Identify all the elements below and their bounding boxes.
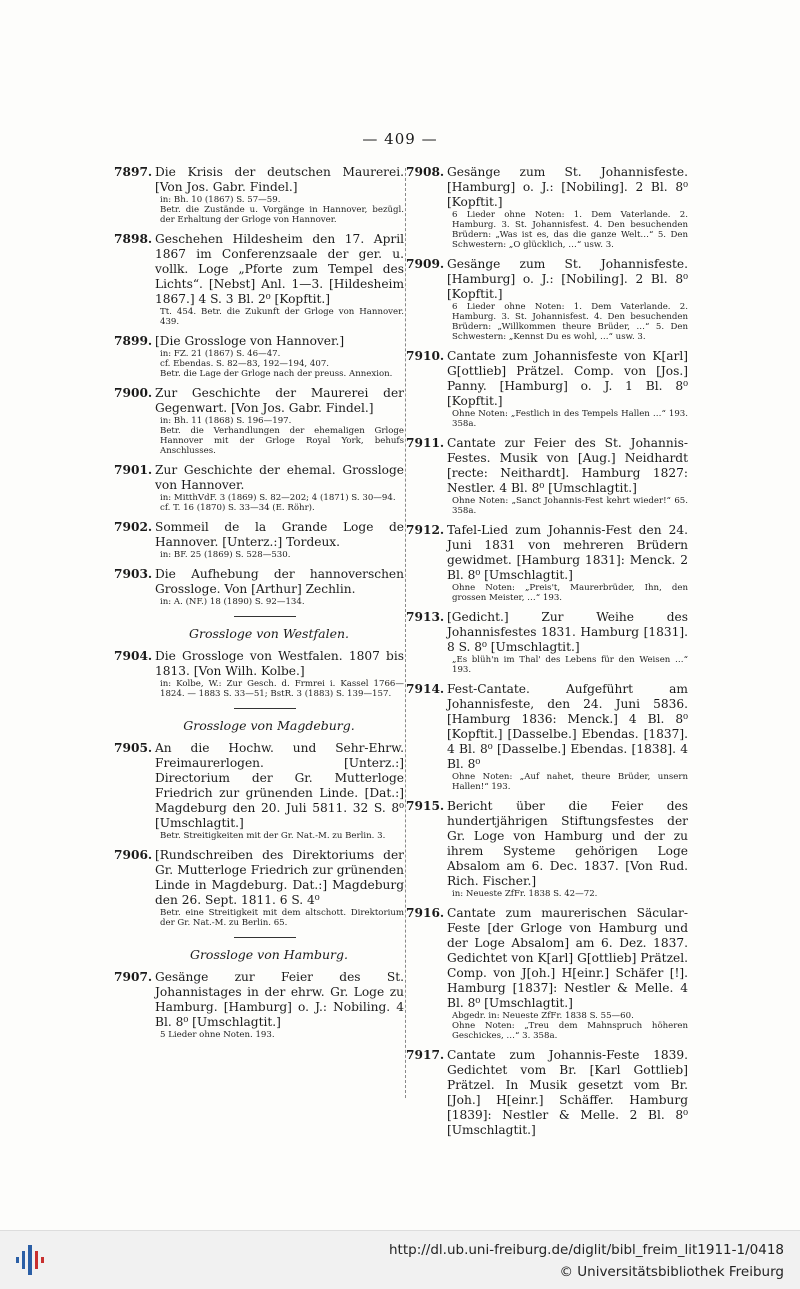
- entries-list: [114, 165, 404, 607]
- bibliography-entry: [114, 165, 404, 225]
- section-title-magdeburg: Grossloge von Magdeburg.: [183, 718, 355, 733]
- bibliography-entry: [114, 649, 404, 699]
- entry-number: 7911.: [406, 436, 445, 450]
- entry-text: Cantate zum Johannisfeste von K[arl] G[ottlieb] Prätzel. Comp. von [Jos.] Panny. [Hamburg] o. J. 1 Bl. 8⁰ [Kopftit.]: [447, 349, 688, 408]
- bibliography-entry: [406, 799, 688, 899]
- bibliography-entry: [406, 1048, 688, 1138]
- entry-text: An die Hochw. und Sehr-Ehrw. Freimaurerlogen. [Unterz.:] Directorium der Gr. Mutterloge Friedrich zur grünenden Linde. [Dat.:] Magdeburg den 20. Juli 5811. 32 S. 8⁰ [Umschlagtit.]: [155, 741, 404, 830]
- section-divider: [234, 616, 296, 617]
- bibliography-entry: [114, 970, 404, 1040]
- entry-number: 7917.: [406, 1048, 445, 1062]
- entry-note: in: BF. 25 (1869) S. 528—530.: [160, 550, 291, 560]
- entry-head: [114, 567, 404, 597]
- entry-head: [406, 436, 688, 496]
- entry-head: [406, 1048, 688, 1138]
- left-column: [114, 165, 404, 1047]
- entry-head: [406, 165, 688, 210]
- copyright-text: © Universitätsbibliothek Freiburg: [559, 1264, 784, 1280]
- entry-head: [114, 741, 404, 831]
- entry-text: Fest-Cantate. Aufgeführt am Johannisfeste, den 24. Juni 5836. [Hamburg 1836: Menck.] 4 Bl. 8⁰ [Kopftit.] [Dasselbe.] Ebendas. [1837]. 4 Bl. 8⁰ [Dasselbe.] Ebendas. [1838]. 4 Bl. 8⁰: [447, 682, 688, 771]
- bibliography-entry: [406, 906, 688, 1041]
- entry-number: 7914.: [406, 682, 445, 696]
- entry-number: 7903.: [114, 567, 153, 581]
- entry-text: Gesänge zum St. Johannisfeste. [Hamburg] o. J.: [Nobiling]. 2 Bl. 8⁰ [Kopftit.]: [447, 257, 688, 301]
- entry-text: [Die Grossloge von Hannover.]: [155, 334, 345, 348]
- bibliography-entry: [114, 741, 404, 841]
- entry-note: Ohne Noten: „Auf nahet, theure Brüder, unsern Hallen!“ 193.: [452, 772, 688, 792]
- entry-number: 7913.: [406, 610, 445, 624]
- entry-head: [114, 848, 404, 908]
- entry-text: [Rundschreiben des Direktoriums der Gr. Mutterloge Friedrich zur grünenden Linde in Magdeburg. Dat.:] Magdeburg den 26. Sept. 1811. 6 S. 4⁰: [155, 848, 404, 907]
- entries-list: [114, 970, 404, 1040]
- section-divider: [234, 708, 296, 709]
- bibliography-entry: [406, 165, 688, 250]
- entry-number: 7910.: [406, 349, 445, 363]
- bibliography-entry: [114, 463, 404, 513]
- entry-note: in: Bh. 11 (1868) S. 196—197.: [160, 416, 292, 426]
- entry-text: Gesänge zum St. Johannisfeste. [Hamburg] o. J.: [Nobiling]. 2 Bl. 8⁰ [Kopftit.]: [447, 165, 688, 209]
- bibliography-entry: [114, 848, 404, 928]
- entry-number: 7915.: [406, 799, 445, 813]
- entry-note: „Es blüh'n im Thal' des Lebens für den Weisen …“ 193.: [452, 655, 688, 675]
- entry-number: 7909.: [406, 257, 445, 271]
- entry-text: [Gedicht.] Zur Weihe des Johannisfestes 1831. Hamburg [1831]. 8 S. 8⁰ [Umschlagtit.]: [447, 610, 688, 654]
- ub-freiburg-logo-icon[interactable]: [14, 1243, 50, 1277]
- entry-number: 7906.: [114, 848, 153, 862]
- entry-note: cf. Ebendas. S. 82—83, 192—194, 407.: [160, 359, 330, 369]
- entry-note: Betr. die Lage der Grloge nach der preuss. Annexion.: [160, 369, 393, 379]
- entries-list: [114, 649, 404, 699]
- bibliography-entry: [406, 436, 688, 516]
- entry-note: Tt. 454. Betr. die Zukunft der Grloge von Hannover. 439.: [160, 307, 404, 327]
- entry-note: 5 Lieder ohne Noten. 193.: [160, 1030, 275, 1040]
- entry-text: Gesänge zur Feier des St. Johannistages in der ehrw. Gr. Loge zu Hamburg. [Hamburg] o. J.: Nobiling. 4 Bl. 8⁰ [Umschlagtit.]: [155, 970, 404, 1029]
- source-url-link[interactable]: http://dl.ub.uni-freiburg.de/diglit/bibl_freim_lit1911-1/0418: [388, 1242, 784, 1258]
- entry-text: Geschehen Hildesheim den 17. April 1867 im Conferenzsaale der ger. u. vollk. Loge „Pforte zum Tempel des Lichts“. [Nebst] Anl. 1—3. [Hildesheim 1867.] 4 S. 3 Bl. 2⁰ [Kopftit.]: [155, 232, 404, 306]
- entry-head: [406, 799, 688, 889]
- entry-text: Cantate zur Feier des St. Johannis-Festes. Musik von [Aug.] Neidhardt [recte: Neithardt]. Hamburg 1827: Nestler. 4 Bl. 8⁰ [Umschlagtit.]: [447, 436, 688, 495]
- entries-list: [406, 165, 688, 1138]
- entry-head: [114, 520, 404, 550]
- entry-text: Sommeil de la Grande Loge de Hannover. [Unterz.:] Tordeux.: [155, 520, 404, 549]
- entry-head: [114, 165, 404, 195]
- entry-note: Abgedr. in: Neueste ZfFr. 1838 S. 55—60.: [452, 1011, 634, 1021]
- entry-head: [114, 463, 404, 493]
- entry-note: Ohne Noten: „Treu dem Mahnspruch höheren Geschickes, …“ 3. 358a.: [452, 1021, 688, 1041]
- bibliography-entry: [114, 520, 404, 560]
- entry-note: Betr. die Zustände u. Vorgänge in Hannover, bezügl. der Erhaltung der Grloge von Hannover.: [160, 205, 404, 225]
- bibliography-entry: [406, 610, 688, 675]
- entry-head: [406, 349, 688, 409]
- entry-note: Betr. eine Streitigkeit mit dem altschott. Direktorium der Gr. Nat.-M. zu Berlin. 65.: [160, 908, 404, 928]
- entry-note: in: Kolbe, W.: Zur Gesch. d. Frmrei i. Kassel 1766—1824. — 1883 S. 33—51; BstR. 3 (1883) S. 139—157.: [160, 679, 404, 699]
- bibliography-entry: [114, 334, 404, 379]
- entry-number: 7902.: [114, 520, 153, 534]
- entry-number: 7900.: [114, 386, 153, 400]
- entry-number: 7898.: [114, 232, 153, 246]
- entry-head: [406, 610, 688, 655]
- entry-head: [114, 232, 404, 307]
- entry-note: Ohne Noten: „Preis't, Maurerbrüder, Ihn, den grossen Meister, …“ 193.: [452, 583, 688, 603]
- entry-head: [406, 523, 688, 583]
- entry-number: 7897.: [114, 165, 153, 179]
- entry-number: 7905.: [114, 741, 153, 755]
- entry-head: [114, 386, 404, 416]
- footer-bar: [0, 1230, 800, 1289]
- entry-note: cf. T. 16 (1870) S. 33—34 (E. Röhr).: [160, 503, 315, 513]
- entry-note: Betr. Streitigkeiten mit der Gr. Nat.-M. zu Berlin. 3.: [160, 831, 386, 841]
- bibliography-entry: [114, 232, 404, 327]
- entry-text: Die Grossloge von Westfalen. 1807 bis 1813. [Von Wilh. Kolbe.]: [155, 649, 404, 678]
- entry-number: 7912.: [406, 523, 445, 537]
- section-title-westfalen: Grossloge von Westfalen.: [189, 626, 349, 641]
- right-column: [406, 165, 688, 1145]
- entry-note: Ohne Noten: „Festlich in des Tempels Hallen …“ 193. 358a.: [452, 409, 688, 429]
- entry-head: [406, 906, 688, 1011]
- bibliography-entry: [406, 349, 688, 429]
- entry-number: 7901.: [114, 463, 153, 477]
- entry-head: [406, 257, 688, 302]
- entry-text: Tafel-Lied zum Johannis-Fest den 24. Juni 1831 von mehreren Brüdern gewidmet. [Hamburg 1831]: Menck. 2 Bl. 8⁰ [Umschlagtit.]: [447, 523, 688, 582]
- entry-note: in: Bh. 10 (1867) S. 57—59.: [160, 195, 281, 205]
- bibliography-entry: [406, 257, 688, 342]
- entry-note: Ohne Noten: „Sanct Johannis-Fest kehrt wieder!“ 65. 358a.: [452, 496, 688, 516]
- entry-text: Die Krisis der deutschen Maurerei. [Von Jos. Gabr. Findel.]: [155, 165, 404, 194]
- section-divider: [234, 937, 296, 938]
- page-number: — 409 —: [362, 130, 438, 148]
- entry-note: Betr. die Verhandlungen der ehemaligen Grloge Hannover mit der Grloge Royal York, behufs Anschlusses.: [160, 426, 404, 456]
- bibliography-entry: [406, 682, 688, 792]
- bibliography-entry: [114, 567, 404, 607]
- bibliography-entry: [406, 523, 688, 603]
- entry-note: 6 Lieder ohne Noten: 1. Dem Vaterlande. 2. Hamburg. 3. St. Johannisfest. 4. Den besuchenden Brüdern: „Willkommen theure Brüder, …“ 5. Den Schwestern: „Kennst Du es wohl, …“ usw. 3.: [452, 302, 688, 342]
- section-title-hamburg: Grossloge von Hamburg.: [189, 947, 349, 962]
- entry-note: in: A. (NF.) 18 (1890) S. 92—134.: [160, 597, 305, 607]
- entry-head: [114, 334, 404, 349]
- entry-text: Die Aufhebung der hannoverschen Grossloge. Von [Arthur] Zechlin.: [155, 567, 404, 596]
- bibliography-entry: [114, 386, 404, 456]
- entry-note: in: FZ. 21 (1867) S. 46—47.: [160, 349, 281, 359]
- entries-list: [114, 741, 404, 928]
- entry-text: Zur Geschichte der Maurerei der Gegenwart. [Von Jos. Gabr. Findel.]: [155, 386, 404, 415]
- entry-text: Cantate zum maurerischen Säcular-Feste [der Grloge von Hamburg und der Loge Absalom] am 6. Dez. 1837. Gedichtet von K[arl] G[ottlieb] Prätzel. Comp. von J[oh.] H[einr.] Schäfer [!]. Hamburg [1837]: Nestler & Melle. 4 Bl. 8⁰ [Umschlagtit.]: [447, 906, 688, 1010]
- entry-number: 7908.: [406, 165, 445, 179]
- entry-number: 7916.: [406, 906, 445, 920]
- entry-text: Bericht über die Feier des hundertjährigen Stiftungsfestes der Gr. Loge von Hamburg und der zu ihrem Systeme gehörigen Loge Absalom am 6. Dec. 1837. [Von Rud. Rich. Fischer.]: [447, 799, 688, 888]
- entry-number: 7899.: [114, 334, 153, 348]
- entry-head: [114, 649, 404, 679]
- entry-note: 6 Lieder ohne Noten: 1. Dem Vaterlande. 2. Hamburg. 3. St. Johannisfest. 4. Den besuchenden Brüdern: „Was ist es, das die ganze Welt…“ 5. Den Schwestern: „O glücklich, …“ usw. 3.: [452, 210, 688, 250]
- entry-note: in: MitthVdF. 3 (1869) S. 82—202; 4 (1871) S. 30—94.: [160, 493, 396, 503]
- entry-head: [114, 970, 404, 1030]
- entry-text: Zur Geschichte der ehemal. Grossloge von Hannover.: [155, 463, 404, 492]
- entry-text: Cantate zum Johannis-Feste 1839. Gedichtet vom Br. [Karl Gottlieb] Prätzel. In Musik gesetzt vom Br. [Joh.] H[einr.] Schäffer. Hamburg [1839]: Nestler & Melle. 2 Bl. 8⁰ [Umschlagtit.]: [447, 1048, 688, 1137]
- entry-number: 7904.: [114, 649, 153, 663]
- entry-number: 7907.: [114, 970, 153, 984]
- entry-note: in: Neueste ZfFr. 1838 S. 42—72.: [452, 889, 598, 899]
- entry-head: [406, 682, 688, 772]
